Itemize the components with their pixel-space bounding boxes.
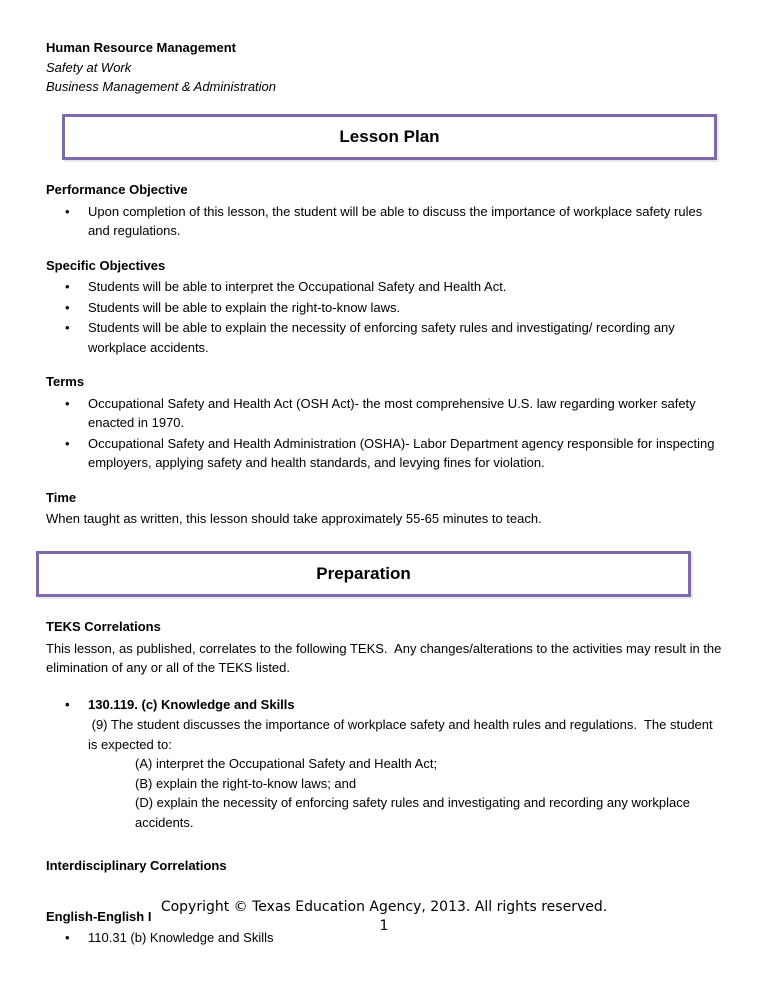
cluster-title: Business Management & Administration bbox=[46, 79, 277, 94]
page-number: 1 bbox=[379, 918, 389, 935]
teks-heading: TEKS Correlations bbox=[46, 619, 161, 634]
bullet-text: Students will be able to explain the right-to-know laws. bbox=[88, 299, 401, 315]
teks-sub-d: (D) explain the necessity of enforcing safety rules and investigating and recording any workplace accidents. bbox=[135, 795, 694, 830]
course-title: Human Resource Management bbox=[46, 40, 236, 55]
section-specific-objectives bbox=[46, 256, 722, 358]
teks-bullet-body: (9) The student discusses the importance of workplace safety and health rules and regulations. The student is expected to: bbox=[88, 717, 717, 752]
section-time bbox=[46, 488, 722, 529]
section-interdisciplinary bbox=[46, 856, 722, 876]
copyright-text: Copyright © Texas Education Agency, 2013. All rights reserved. bbox=[160, 899, 608, 916]
lesson-plan-banner: Lesson Plan bbox=[62, 114, 717, 161]
performance-objective-heading: Performance Objective bbox=[46, 182, 188, 197]
time-heading: Time bbox=[46, 489, 77, 505]
page-footer bbox=[0, 898, 768, 936]
document-header bbox=[46, 38, 722, 97]
preparation-banner: Preparation bbox=[36, 551, 691, 598]
teks-sub-a: (A) interpret the Occupational Safety and Health Act; bbox=[135, 756, 438, 771]
bullet-text: Upon completion of this lesson, the student will be able to discuss the importance of workplace safety rules and regulations. bbox=[88, 203, 706, 238]
teks-body: This lesson, as published, correlates to the following TEKS. Any changes/alterations to the activities may result in the elimination of any or all of the TEKS listed. bbox=[46, 640, 726, 675]
time-body: When taught as written, this lesson should take approximately 55-65 minutes to teach. bbox=[46, 511, 542, 526]
bullet-text: Students will be able to explain the necessity of enforcing safety rules and investigating/ recording any workplace accidents. bbox=[88, 320, 679, 355]
section-teks-correlations bbox=[46, 617, 726, 832]
terms-bullet-2 bbox=[46, 434, 722, 473]
bullet-text: 110.31 (b) Knowledge and Skills bbox=[88, 930, 274, 945]
bullet-text: 130.119. (c) Knowledge and Skills bbox=[88, 696, 295, 712]
bullet-text: Students will be able to interpret the Occupational Safety and Health Act. bbox=[88, 279, 507, 294]
teks-bullet-heading bbox=[46, 695, 722, 715]
teks-sub-b: (B) explain the right-to-know laws; and bbox=[135, 775, 357, 791]
section-terms bbox=[46, 372, 722, 473]
terms-heading: Terms bbox=[46, 374, 85, 389]
section-performance-objective bbox=[46, 180, 722, 241]
interdisciplinary-heading: Interdisciplinary Correlations bbox=[46, 858, 227, 873]
terms-bullet-1 bbox=[46, 394, 722, 433]
specific-bullet-3 bbox=[46, 318, 722, 357]
specific-objectives-heading: Specific Objectives bbox=[46, 257, 166, 273]
specific-bullet-2 bbox=[46, 298, 722, 318]
performance-bullet-1 bbox=[46, 202, 722, 241]
english-heading: English-English I bbox=[46, 908, 152, 924]
bullet-text: Occupational Safety and Health Act (OSH Act)- the most comprehensive U.S. law regarding worker safety enacted in 1970. bbox=[88, 395, 700, 430]
lesson-subtitle: Safety at Work bbox=[46, 59, 132, 75]
bullet-text: Occupational Safety and Health Administration (OSHA)- Labor Department agency responsible for inspecting employers, applying safety and health standards, and levying fines for violation. bbox=[88, 435, 719, 470]
specific-bullet-1 bbox=[46, 277, 722, 297]
